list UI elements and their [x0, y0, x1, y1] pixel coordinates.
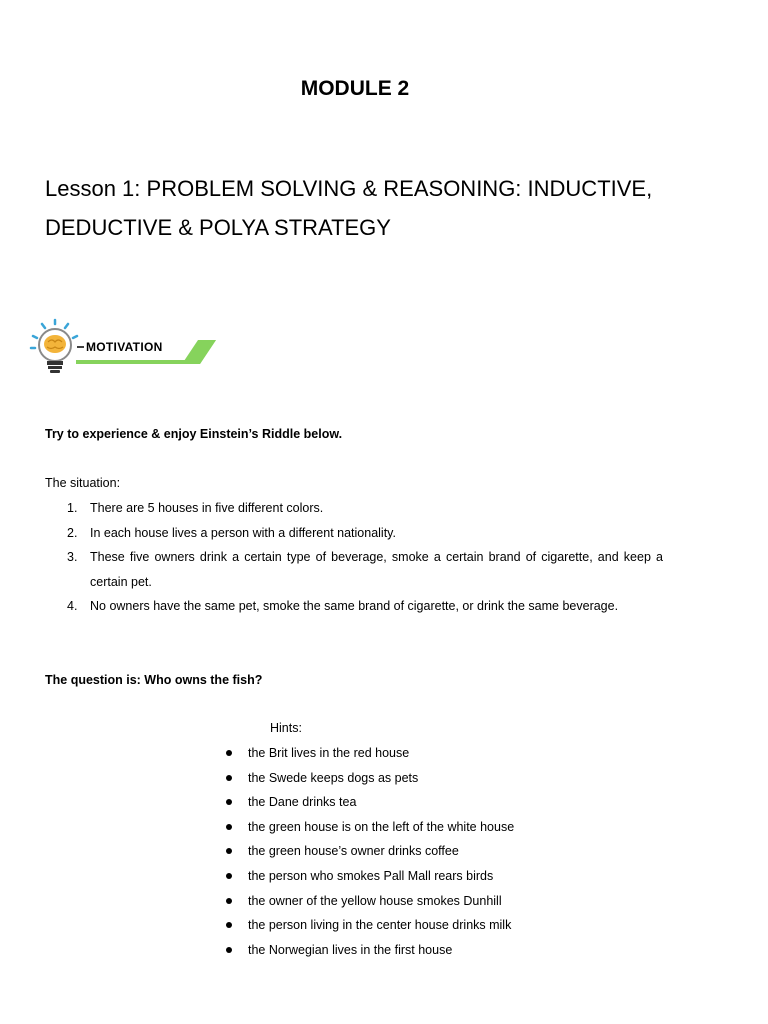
hint-item	[225, 815, 514, 840]
hint-item	[225, 766, 514, 791]
lesson-title-line-1: Lesson 1: PROBLEM SOLVING & REASONING: INDUCTIVE,	[45, 176, 653, 201]
bullet-icon	[226, 750, 232, 756]
hint-text: the person who smokes Pall Mall rears birds	[248, 868, 494, 883]
bullet-icon	[226, 922, 232, 928]
bullet-icon	[226, 799, 232, 805]
hint-text: the Norwegian lives in the first house	[248, 942, 453, 957]
intro-text: Try to experience & enjoy Einstein’s Riddle below.	[45, 427, 343, 441]
hint-text: the Dane drinks tea	[248, 795, 357, 810]
list-number: 2.	[67, 525, 78, 540]
hint-item	[225, 864, 514, 889]
hint-text: the person living in the center house drinks milk	[248, 918, 512, 933]
list-number: 4.	[67, 599, 78, 613]
list-item	[45, 594, 663, 619]
hint-text: the Brit lives in the red house	[248, 746, 410, 760]
situation-label: The situation:	[45, 476, 121, 490]
question-text: The question is: Who owns the fish?	[45, 673, 263, 687]
bullet-icon	[226, 947, 232, 953]
list-item-text: There are 5 houses in five different colors.	[90, 501, 324, 515]
hints-label: Hints:	[270, 721, 302, 735]
hint-text: the owner of the yellow house smokes Dunhill	[248, 893, 502, 908]
list-item-text: No owners have the same pet, smoke the same brand of cigarette, or drink the same beverage.	[90, 599, 619, 613]
list-number: 1.	[67, 501, 78, 515]
bullet-icon	[226, 824, 232, 830]
bullet-icon	[226, 873, 232, 879]
hint-item	[225, 790, 514, 815]
hint-item	[225, 741, 514, 766]
bullet-icon	[226, 848, 232, 854]
module-title: MODULE 2	[300, 77, 410, 100]
list-item	[45, 496, 663, 521]
motivation-banner	[28, 316, 228, 380]
lesson-title	[45, 169, 745, 247]
motivation-label: MOTIVATION	[86, 340, 163, 354]
list-item-text: These five owners drink a certain type of beverage, smoke a certain brand of cigarette, and keep a certain pet.	[90, 550, 663, 589]
list-item	[45, 521, 663, 546]
hint-item	[225, 938, 514, 963]
hint-text: the green house’s owner drinks coffee	[248, 844, 459, 859]
list-item-text: In each house lives a person with a different nationality.	[90, 525, 396, 540]
hint-text: the green house is on the left of the white house	[248, 819, 515, 834]
hint-item	[225, 839, 514, 864]
bullet-icon	[226, 898, 232, 904]
hint-text: the Swede keeps dogs as pets	[248, 770, 419, 785]
hints-list	[225, 741, 514, 962]
situation-list	[45, 496, 663, 619]
hint-item	[225, 889, 514, 914]
bullet-icon	[226, 775, 232, 781]
hint-item	[225, 913, 514, 938]
lesson-title-line-2: DEDUCTIVE & POLYA STRATEGY	[45, 215, 391, 240]
list-number: 3.	[67, 550, 78, 564]
list-item	[45, 545, 663, 594]
